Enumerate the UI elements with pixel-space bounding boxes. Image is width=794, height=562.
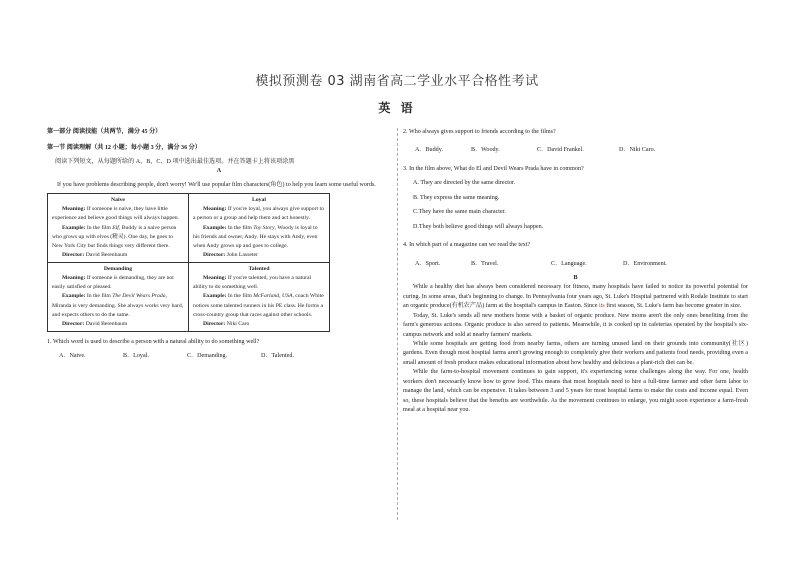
question-3-option-a[interactable]: A. They are directed by the same director. [413,180,516,187]
passage-b-paragraph-1 [403,283,748,311]
question-4-stem: 4. In which part of a magazine can we read the text? [403,242,531,249]
paragraph-text: first season, St. Luke's farm has become greater in size. [604,303,742,310]
choice-d[interactable]: D．Environment. [623,260,667,267]
director-name: David Berenbaum [84,320,128,327]
choice-d[interactable]: D．Niki Caro. [619,147,656,154]
meaning-label: Meaning: [62,206,86,213]
director-name: David Berenbaum [84,251,128,258]
film-title: The Devil Wears Prada [112,293,166,300]
choice-b[interactable]: B．Woody. [471,147,500,154]
choice-a[interactable]: A．Sport. [415,260,441,267]
example-pre: In the film [85,224,113,231]
director-name: John Lasseter [225,251,258,258]
paragraph-text: While a healthy diet has always been considered necessary for fitness, many hospitals have failed to notice its powerful potential for curing. In some areas, that's beginning to change. In Pennsylvania four years ago, St. Luke's Hospital partnered with Rodale Institute to start an organic produce(有机农产品) farm at the hospital's campus in Easton. Since [403,284,748,310]
passage-a-letter: A [216,168,222,175]
example-pre: In the film [226,293,254,300]
cell-title: Demanding [103,266,133,273]
choice-d[interactable]: D．Talented. [261,353,294,360]
example-text: , coach White notices some talented runners in his PE class. He forms a cross-country group that races against other schools. [193,293,324,318]
right-column [403,128,748,416]
film-title: McFarland, USA [253,293,293,300]
question-3-stem: 3. In the film above, What do El and Devil Wears Prada have in common? [403,165,584,172]
choice-a[interactable]: A．Buddy. [415,147,443,154]
film-title: Elf [112,224,119,231]
choice-a[interactable]: A．Naive. [59,353,86,360]
question-1-stem: 1. Which word is used to describe a person with a natural ability to do something well? [47,338,260,345]
choice-c[interactable]: C．Language. [551,260,587,267]
passage-b-paragraph-4: While the farm-to-hospital movement continues to gain support, it's experiencing some challenges along the way. For one, health workers don't necessarily know how to grow food. This means that most hospitals need to hire a full-time farmer and other farm labor to manage the land, which can be expensive. It takes between 3 and 5 years for most hospital farms to make the costs and income equal. Even so, these hospitals believe that the benefits are worthwhile. As the movement continues to enlarge, you might soon experience a farm-fresh meal at a hospital near you. [403,369,748,414]
choice-b[interactable]: B．Loyal. [123,353,149,360]
cell-title: Naive [111,197,125,204]
example-text: , Buddy is a naive person who grows up with elves (精灵). One day, he goes to New York City but finds things very different there. [52,224,177,249]
question-2-choices [403,146,748,155]
director-name: Niki Caro [225,320,250,327]
highlighted-word: its [598,303,605,310]
question-2-stem: 2. Who always gives support to friends according to the films? [403,129,556,135]
example-label: Example: [62,224,86,231]
cell-talented [189,263,330,332]
passage-a-intro: If you have problems describing people, don't worry! We'll use popular film characters(角色) to help you learn some useful words. [57,181,376,188]
passage-b-paragraph-3: While some hospitals are getting food from nearby farms, others are turning unused land on their grounds into community(社区) gardens. Even though most hospital farms aren't growing enough to completely give their workers and patients food needs, providing even a small amount of fresh produce makes educational information about how healthy and delicious a plant-rich diet can be. [403,341,748,366]
question-4-choices [403,260,748,269]
meaning-label: Meaning: [62,275,86,282]
example-pre: In the film [85,293,113,300]
example-pre: In the film [226,224,254,231]
question-3-option-d[interactable]: D.They both believe good things will always happen. [413,223,544,230]
instructions: 阅读下列短文，从每题所给的 A、B、C、D 项中选出最佳选项。并在答题卡上将该项涂黑 [55,158,295,165]
example-label: Example: [203,224,227,231]
meaning-label: Meaning: [203,206,227,213]
meaning-text: If you're loyal, you always give support to a person or a group and help them and act honestly. [193,206,324,222]
example-label: Example: [62,293,86,300]
director-label: Director: [203,251,226,258]
left-column [47,128,391,362]
page-title: 模拟预测卷 03 湖南省高二学业水平合格性考试 [255,74,539,89]
meaning-label: Meaning: [203,275,227,282]
passage-b-letter: B [573,274,578,281]
cell-title: Talented [248,266,270,273]
question-3-option-b[interactable]: B. They express the same meaning. [413,194,500,201]
meaning-text: If you're talented, you have a natural ability to do something well. [193,275,312,291]
passage-b-paragraph-2: Today, St. Luke's sends all new mothers home with a basket of organic produce. New moms aren't the only ones benefiting from the farm's generous actions. Organic produce is also served to patients. Meanwhile, it is cooked up in cafeterias operated by the hospital's six-campus network and sold at nearby farmers' markets. [403,312,748,338]
example-text: , Miranda is very demanding. She always works very hard, and expects others to do the same. [52,293,184,318]
cell-title: Loyal [252,197,266,204]
example-text: , Woody is loyal to his friends and owner, Andy. He stays with Andy, even when Andy grows up and goes to college. [193,224,318,249]
part-title: 第一部分 阅读技能（共两节，满分 45 分） [47,129,162,135]
question-3-option-c[interactable]: C.They have the same main character. [413,209,506,216]
question-1-choices [47,352,391,361]
cell-loyal [189,194,330,263]
subject-heading: 英 语 [378,101,416,115]
meaning-text: If someone is demanding, they are not easily satisfied or pleased. [52,275,174,291]
choice-b[interactable]: B．Travel. [471,260,499,267]
example-label: Example: [203,293,227,300]
director-label: Director: [62,251,85,258]
vocabulary-table [47,193,330,332]
section-title: 第一节 阅读理解（共 12 小题；每小题 3 分，满分 36 分） [47,145,201,152]
column-divider [397,128,398,520]
film-title: Toy Story [253,224,275,231]
director-label: Director: [203,320,226,327]
cell-naive [48,194,189,263]
choice-c[interactable]: C．David Frankel. [537,147,584,154]
meaning-text: If someone is naive, they have little experience and believe good things will always happen. [52,206,179,222]
choice-c[interactable]: C．Demanding. [187,353,228,360]
cell-demanding [48,263,189,332]
director-label: Director: [62,320,85,327]
